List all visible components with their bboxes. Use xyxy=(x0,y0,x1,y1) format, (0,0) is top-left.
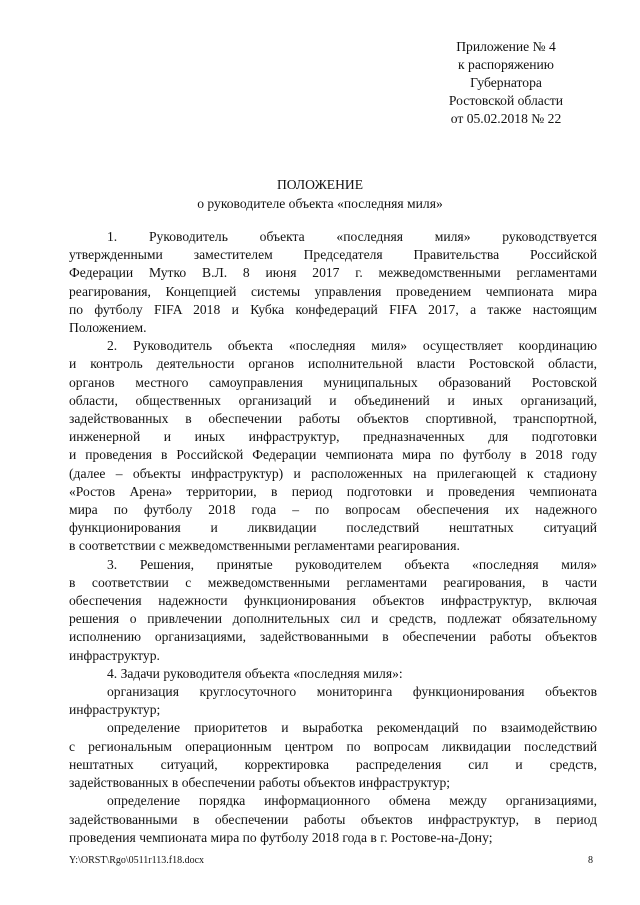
text-line: инфраструктур; xyxy=(69,702,161,718)
appendix-line: Ростовской области xyxy=(448,93,564,108)
text-line: определение порядка информационного обмена между организациями, xyxy=(107,793,597,809)
text-line: задействованных в обеспечении работы объектов спортивной, транспортной, xyxy=(69,411,597,427)
text-line: Федерации Мутко В.Л. 8 июня 2017 г. межведомственными регламентами xyxy=(69,265,597,281)
text-line: задействованных в обеспечении работы объектов инфраструктур; xyxy=(69,775,451,791)
text-line: 3. Решения, принятые руководителем объекта «последняя миля» xyxy=(107,556,597,572)
text-line: нештатных ситуаций, корректировка распределения сил и средств, xyxy=(69,756,597,772)
paragraph-1 xyxy=(69,228,597,337)
text-line: организация круглосуточного мониторинга функционирования объектов xyxy=(107,684,597,700)
document-body xyxy=(69,228,597,847)
list-item xyxy=(69,683,597,719)
text-line: функционирования и ликвидации последствий нештатных ситуаций xyxy=(69,520,597,536)
text-line: с региональным операционным центром по вопросам ликвидации последствий xyxy=(69,738,597,754)
text-line: 4. Задачи руководителя объекта «последняя миля»: xyxy=(107,665,403,681)
list-item xyxy=(69,719,597,792)
appendix-line: Приложение № 4 xyxy=(456,39,556,54)
text-line: реагирования, Концепцией системы управления проведением чемпионата мира xyxy=(69,283,597,299)
paragraph-2 xyxy=(69,337,597,555)
appendix-header xyxy=(416,38,596,128)
appendix-line: к распоряжению xyxy=(458,57,554,72)
document-title: ПОЛОЖЕНИЕ xyxy=(276,177,364,192)
text-line: (далее – объекты инфраструктур) и расположенных на прилегающей к стадиону xyxy=(69,465,597,481)
text-line: решения о привлечении дополнительных сил и средств, подлежат обязательному xyxy=(69,611,597,627)
text-line: в соответствии с межведомственными регламентами реагирования. xyxy=(69,538,460,554)
text-line: области, общественных организаций и объединений и иных организаций, xyxy=(69,392,597,408)
text-line: 2. Руководитель объекта «последняя миля» осуществляет координацию xyxy=(107,338,597,354)
list-item xyxy=(69,792,597,847)
text-line: мира по футболу 2018 года – по вопросам обеспечения их надежного xyxy=(69,502,597,518)
text-line: задействованными в обеспечении работы объектов инфраструктур, в период xyxy=(69,811,597,827)
text-line: исполнению организациями, задействованными в обеспечении работы объектов xyxy=(69,629,597,645)
text-line: органов местного самоуправления муниципальных образований Ростовской xyxy=(69,374,597,390)
paragraph-4 xyxy=(69,665,597,683)
text-line: инфраструктур. xyxy=(69,647,160,663)
text-line: обеспечения надежности функционирования объектов инфраструктур, включая xyxy=(69,593,597,609)
text-line: в соответствии с межведомственными регламентами реагирования, в части xyxy=(69,574,597,590)
text-line: по футболу FIFA 2018 и Кубка конфедераций FIFA 2017, а также настоящим xyxy=(69,301,597,317)
document-subtitle: о руководителе объекта «последняя миля» xyxy=(197,196,443,211)
appendix-line: от 05.02.2018 № 22 xyxy=(450,111,562,126)
text-line: инженерной и иных инфраструктур, предназначенных для подготовки xyxy=(69,429,597,445)
text-line: «Ростов Арена» территории, в период подготовки и проведения чемпионата xyxy=(69,483,597,499)
text-line: определение приоритетов и выработка рекомендаций по взаимодействию xyxy=(107,720,597,736)
text-line: и контроль деятельности органов исполнительной власти Ростовской области, xyxy=(69,356,597,372)
appendix-line: Губернатора xyxy=(470,75,542,90)
footer-page-number: 8 xyxy=(588,855,593,866)
text-line: и проведения в Российской Федерации чемпионата мира по футболу в 2018 году xyxy=(69,447,597,463)
paragraph-3 xyxy=(69,556,597,665)
text-line: утвержденными заместителем Председателя Правительства Российской xyxy=(69,247,597,263)
text-line: Положением. xyxy=(69,320,147,336)
text-line: 1. Руководитель объекта «последняя миля» руководствуется xyxy=(107,229,597,244)
text-line: проведения чемпионата мира по футболу 2018 года в г. Ростове-на-Дону; xyxy=(69,829,493,845)
footer-file-path: Y:\ORST\Rgo\0511r113.f18.docx xyxy=(69,855,205,866)
